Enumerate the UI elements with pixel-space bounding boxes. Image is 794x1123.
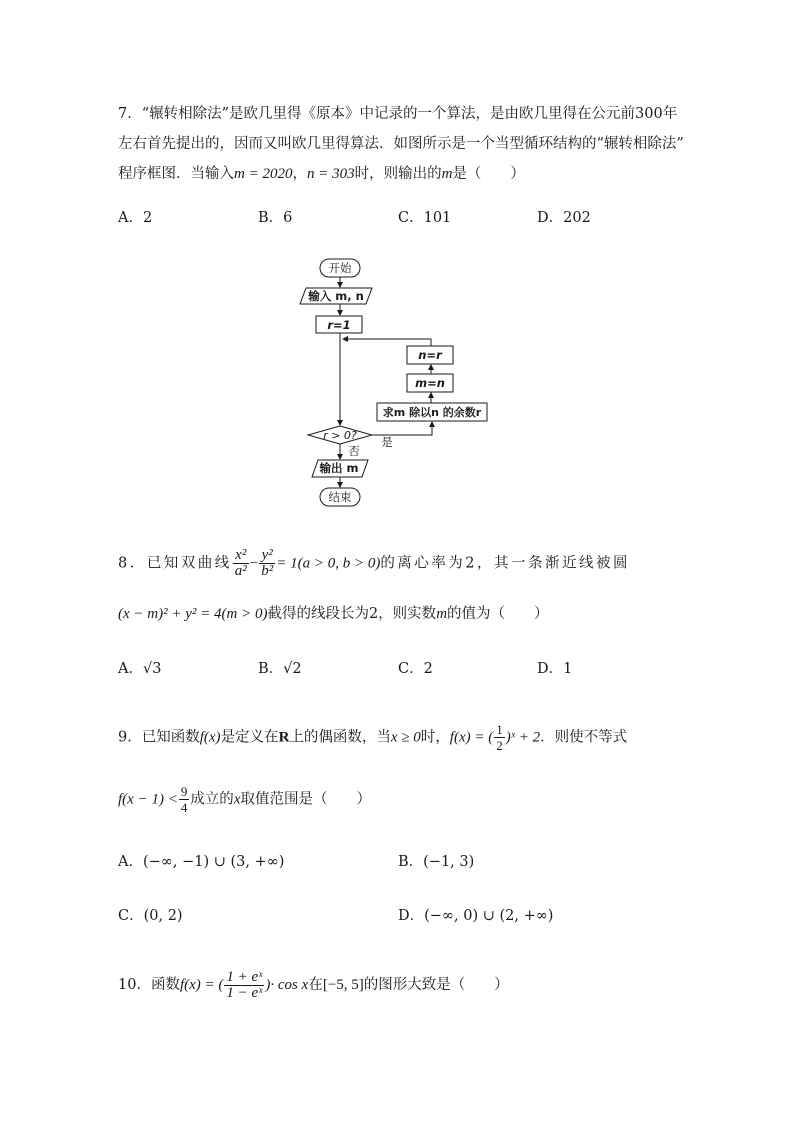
q8-var-m: m [436, 606, 448, 622]
flow-start-label: 开始 [328, 261, 352, 275]
q10-fx: f(x) = ( [179, 977, 224, 993]
flow-yes-label: 是 [381, 435, 393, 449]
flow-output-label: 输出 m [319, 461, 359, 475]
flow-remainder-label: 求m 除以n 的余数r [382, 406, 482, 419]
q8-frac1-num: x² [233, 548, 249, 564]
q9-fdef-post: )ˣ + 2 [505, 729, 541, 746]
q9-option-d[interactable]: D．(−∞, 0) ∪ (2, +∞) [398, 908, 554, 924]
q9-inequality: f(x − 1) < [118, 791, 178, 808]
flow-input-label: 输入 m, n [308, 289, 364, 303]
q7-stem-line1: 7．“辗转相除法”是欧几里得《原本》中记录的一个算法，是由欧几里得在公元前300年 [118, 106, 678, 122]
q7-option-b[interactable]: B．6 [258, 210, 293, 226]
q8-stem-line2 [118, 604, 549, 624]
q9-text-post: ．则使不等式 [540, 729, 628, 746]
q7-sep: ， [292, 166, 307, 182]
q8-text-line2: 截得的线段长为2，则实数 [267, 606, 437, 622]
q9-text-line2: 成立的 [190, 791, 234, 808]
q10-fraction [224, 970, 264, 1001]
q8-option-b[interactable]: B．√2 [258, 661, 302, 677]
q7-option-a[interactable]: A．2 [118, 210, 153, 226]
q9-condition: x ≥ 0 [390, 729, 421, 746]
q10-interval: [−5, 5] [322, 977, 364, 993]
flow-no-label: 否 [348, 444, 360, 458]
q9-fx: f(x) [199, 729, 221, 746]
q8-text-post: 的离心率为2，其一条渐近线被圆 [380, 555, 631, 572]
q7-text-mid: 时，则输出的 [354, 166, 442, 182]
q9-frac-den: 4 [180, 800, 188, 815]
q9-frac-num: 9 [180, 784, 188, 799]
q9-text-mid1: 是定义在 [220, 729, 279, 746]
q8-frac2-den: b² [261, 563, 274, 579]
q9-text: 9．已知函数 [118, 729, 200, 746]
q10-cos: )· cos x [265, 977, 309, 993]
q8-minus: − [249, 555, 259, 572]
q9-half-num: 1 [496, 722, 503, 737]
q9-option-c[interactable]: C．(0, 2) [118, 908, 183, 924]
q8-fraction-y [259, 548, 275, 579]
flow-init-label: r=1 [327, 318, 351, 332]
q10-frac-num: 1 + eˣ [226, 968, 263, 985]
q9-stem-line2 [118, 784, 371, 815]
q7-stem-line2: 左右首先提出的，因而又叫欧几里得算法．如图所示是一个当型循环结构的“辗转相除法” [118, 136, 684, 152]
q7-text-end: 是（ ） [452, 166, 525, 182]
q9-fdef-pre: f(x) = ( [449, 729, 494, 746]
flow-assign-n-label: n=r [418, 348, 442, 362]
q9-option-b[interactable]: B．(−1, 3) [398, 854, 475, 870]
q8-frac2-num: y² [259, 548, 275, 564]
q9-option-a[interactable]: A．(−∞, −1) ∪ (3, +∞) [118, 854, 285, 870]
q10-frac-den: 1 − eˣ [226, 984, 263, 1001]
q9-var-x: x [233, 791, 241, 808]
q9-text-mid2: 上的偶函数，当 [289, 729, 391, 746]
q9-fraction-9-4 [179, 784, 190, 815]
q7-var-m: m [441, 166, 453, 182]
q8-stem-line1 [118, 548, 630, 579]
q7-stem-line3 [118, 164, 525, 184]
q8-fraction-x [233, 548, 249, 579]
q8-option-c[interactable]: C．2 [398, 661, 433, 677]
q9-stem-line1 [118, 722, 627, 753]
flow-condition-label: r > 0? [323, 429, 357, 442]
q8-text: 8．已知双曲线 [118, 555, 232, 572]
q8-frac1-den: a² [234, 563, 247, 579]
flow-end-label: 结束 [328, 490, 352, 504]
q10-text-mid: 在 [308, 977, 323, 993]
q10-stem [118, 968, 509, 1002]
q9-half-den: 2 [496, 738, 503, 753]
q10-text-end: 的图形大致是（ ） [363, 977, 509, 993]
q7-option-c[interactable]: C．101 [398, 210, 452, 226]
flowchart [290, 252, 510, 514]
q9-text-mid3: 时， [420, 729, 450, 746]
q7-text: 程序框图．当输入 [118, 166, 234, 182]
q8-option-a[interactable]: A．√3 [118, 661, 162, 677]
q9-fraction-half [494, 722, 505, 753]
q7-option-d[interactable]: D．202 [537, 210, 591, 226]
q9-real-set: R [278, 729, 290, 746]
q7-m-value: m = 2020 [234, 166, 293, 182]
q9-text-end: 取值范围是（ ） [240, 791, 371, 808]
q7-n-value: n = 303 [306, 166, 355, 182]
flow-assign-m-label: m=n [415, 376, 445, 390]
q8-text-end: 的值为（ ） [447, 606, 549, 622]
q10-text: 10．函数 [118, 977, 180, 993]
q8-circle-equation: (x − m)² + y² = 4(m > 0) [118, 606, 268, 622]
q8-option-d[interactable]: D．1 [537, 661, 573, 677]
q8-equation: = 1(a > 0, b > 0) [276, 555, 381, 572]
